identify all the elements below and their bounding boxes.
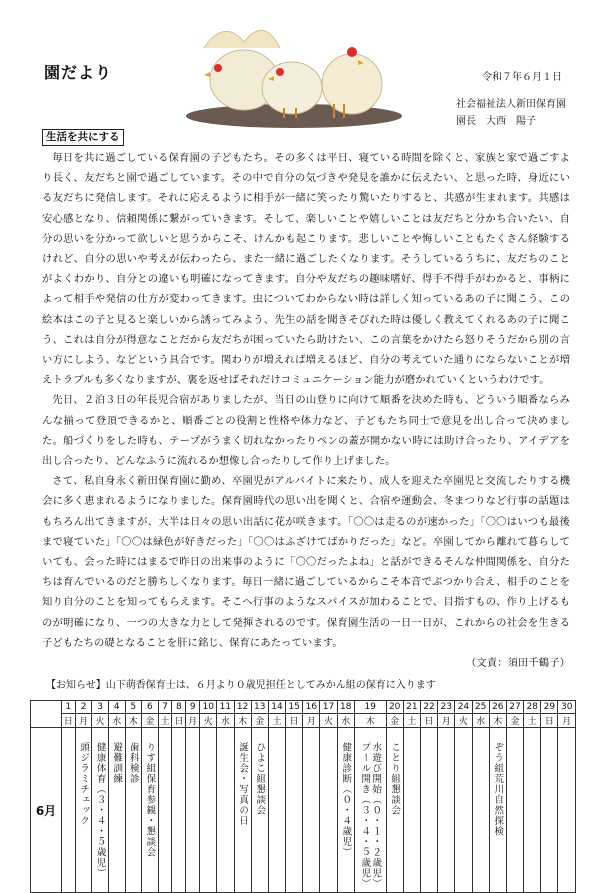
principal-name: 園長 大西 陽子 — [456, 116, 536, 127]
calendar-event-cell — [438, 728, 455, 893]
calendar-event-cell — [62, 728, 76, 893]
calendar-day-number: 9 — [186, 701, 200, 714]
calendar-weekday: 水 — [217, 714, 234, 728]
calendar-weekday: 土 — [403, 714, 420, 728]
calendar-event: ひよこ組懇談会 — [254, 742, 266, 816]
calendar-event-cell — [337, 728, 354, 893]
calendar-weekday: 火 — [320, 714, 337, 728]
calendar-event-cell — [558, 728, 576, 893]
calendar-event-cell — [251, 728, 268, 893]
calendar-event-cell — [186, 728, 200, 893]
calendar-weekday: 日 — [420, 714, 437, 728]
calendar-day-number: 3 — [92, 701, 109, 714]
calendar-weekday: 水 — [337, 714, 354, 728]
calendar-event: 歯科検診 — [127, 742, 139, 784]
calendar-weekday: 日 — [541, 714, 558, 728]
calendar-event-cell — [108, 728, 125, 893]
calendar-event-cell — [420, 728, 437, 893]
calendar-weekday: 金 — [251, 714, 268, 728]
calendar-day-number: 22 — [420, 701, 437, 714]
calendar-event-cell — [320, 728, 337, 893]
calendar-day-number: 20 — [386, 701, 403, 714]
calendar-event: ことり組懇談会 — [389, 742, 401, 816]
calendar-weekday: 木 — [489, 714, 506, 728]
calendar-event: 健康診断（０・４歳児） — [340, 742, 352, 858]
calendar-day-number: 18 — [337, 701, 354, 714]
calendar-event-cell — [403, 728, 420, 893]
calendar-day-number: 11 — [217, 701, 234, 714]
calendar-weekday: 木 — [354, 714, 386, 728]
calendar-day-number: 10 — [200, 701, 217, 714]
calendar-weekday: 月 — [303, 714, 320, 728]
calendar-event: 水遊び開始（０・１・２歳児） — [370, 742, 382, 889]
calendar-event-cell — [217, 728, 234, 893]
calendar-day-number: 27 — [506, 701, 523, 714]
article-body — [42, 148, 570, 673]
calendar-event: りす組保育参観・懇談会 — [144, 742, 156, 858]
calendar-day-number: 7 — [158, 701, 172, 714]
calendar-weekday: 火 — [200, 714, 217, 728]
calendar-event-cell — [200, 728, 217, 893]
calendar-weekday: 金 — [142, 714, 159, 728]
calendar-event-cell — [172, 728, 186, 893]
calendar-event-cell — [472, 728, 489, 893]
calendar-weekday: 水 — [472, 714, 489, 728]
calendar-event-cell — [75, 728, 92, 893]
calendar-day-number: 14 — [268, 701, 285, 714]
calendar-day-number: 4 — [108, 701, 125, 714]
calendar-event-cell — [455, 728, 472, 893]
calendar-weekday: 金 — [386, 714, 403, 728]
calendar-weekday: 日 — [62, 714, 76, 728]
calendar-event-cell — [125, 728, 142, 893]
calendar-day-number: 19 — [354, 701, 386, 714]
calendar-weekday: 月 — [438, 714, 455, 728]
notice: 【お知らせ】山下萌香保育士は、６月より０歳児担任としてみかん組の保育に入ります — [46, 680, 436, 691]
calendar-event-cell — [506, 728, 523, 893]
calendar-day-number: 28 — [524, 701, 541, 714]
calendar-weekday: 水 — [108, 714, 125, 728]
section-heading: 生活を共にする — [42, 129, 124, 146]
calendar-day-number: 23 — [438, 701, 455, 714]
org-name: 社会福祉法人新田保育園 — [456, 99, 566, 110]
calendar-weekday: 土 — [268, 714, 285, 728]
calendar-event-cell — [524, 728, 541, 893]
calendar-day-number: 25 — [472, 701, 489, 714]
organization — [456, 96, 566, 130]
page-title: 園だより — [44, 63, 113, 82]
calendar-day-number: 24 — [455, 701, 472, 714]
calendar-day-number: 30 — [558, 701, 576, 714]
calendar-day-number: 21 — [403, 701, 420, 714]
calendar-day-number: 12 — [234, 701, 251, 714]
calendar-day-number: 26 — [489, 701, 506, 714]
calendar-event: 誕生会・写真の日 — [237, 742, 249, 826]
calendar-day-number: 17 — [320, 701, 337, 714]
calendar-day-number: 8 — [172, 701, 186, 714]
calendar-day-number: 1 — [62, 701, 76, 714]
calendar-weekday: 月 — [186, 714, 200, 728]
calendar-event: 健康体育（３・４・５歳児） — [94, 742, 106, 879]
calendar-weekday: 木 — [234, 714, 251, 728]
calendar-weekday: 土 — [158, 714, 172, 728]
chickens-illustration — [184, 8, 404, 128]
calendar-event-cell — [234, 728, 251, 893]
calendar-event-cell — [386, 728, 403, 893]
calendar-event-cell — [489, 728, 506, 893]
calendar-event: 避難訓練 — [111, 742, 123, 784]
calendar-event: プール開き（３・４・５歳児） — [359, 742, 371, 889]
calendar-month: 6月 — [31, 728, 62, 893]
calendar-event-cell — [158, 728, 172, 893]
calendar-event-cell — [92, 728, 109, 893]
calendar-weekday: 土 — [524, 714, 541, 728]
calendar-event-cell — [303, 728, 320, 893]
signature: （文責：須田千鶴子） — [466, 657, 570, 670]
calendar-day-number: 16 — [303, 701, 320, 714]
calendar-day-number: 6 — [142, 701, 159, 714]
calendar-day-number: 13 — [251, 701, 268, 714]
calendar-weekday: 火 — [455, 714, 472, 728]
calendar-weekday: 月 — [75, 714, 92, 728]
paragraph: 先日、２泊３日の年長児合宿がありましたが、当日の山登りに向けて順番を決めた時も、どういう順番ならみんな揃って登頂できるかと、順番ごとの役割と性格や体力など、子どもたち同士で意見を出し合って決めました。船づくりをした時も、テープがうまく切れなかったりペンの蓋が開かない時には助け合ったり、アイデアを出し合ったり、どんなふうに流れるか想像し合ったりして作り上げました。 — [42, 394, 570, 468]
paragraph: さて、私自身永く新田保育園に勤め、卒園児がアルバイトに来たり、成人を迎えた卒園児と交流したりする機会に多く恵まれるようになりました。保育園時代の思い出を聞くと、合宿や運動会、冬まつりなど行事の話題はもちろん出てきますが、大半は日々の思い出話に花が咲きます。「〇〇は走るのが速かった」「〇〇はいつも最後まで寝ていた」「〇〇は緑色が好きだった」「〇〇はふざけてばかりだった」など。卒園してから離れて暮らしていても、会った時にはまるで昨日の出来事のように「〇〇だったよね」と話ができるそんな仲間関係を、自分たちは育んでいるのだと勝ちしくなります。毎日一緒に過ごしているからこそ本音でぶつかり合え、相手のことを知り自分のことを知ってもらえます。そこへ行事のようなスパイスが加わることで、目指すもの、作り上げるものが明確になり、一つの大きな力として発揮されるのです。保育園生活の一日一日が、これからの社会を生きる子どもたちの礎となることを肝に銘じ、保育にあたっています。 — [42, 475, 570, 649]
calendar-weekday: 木 — [125, 714, 142, 728]
paragraph: 毎日を共に過ごしている保育園の子どもたち。その多くは平日、寝ている時間を除くと、家族と家で過ごすより長く、友だちと園で過ごしています。その中で自分の気づきや発見を誰かに伝えたい、と思った時、身近にいる友だちに発信します。それに応えるように相手が一緒に笑ったり驚いたりすると、共感が生まれます。共感は安心感となり、信頼関係に繋がっていきます。そして、楽しいことや嬉しいことは友だちと分かち合いたい、自分の思いを分かって欲しいと思うからこそ、けんかも起こります。悲しいことや悔しいこともたくさん経験するけれど、自分の思いや考えが伝わったら、また一緒に過ごしたくなります。そうしているうちに、友だちのことがよくわかり、自分との違いも明確になってきます。自分や友だちの趣味嗜好、得手不得手がわかると、事柄によって相手や発信の仕方が変わってきます。虫についてわからない時は詳しく知っているあの子に聞こう、この絵本はこの子と見ると楽しいから誘ってみよう、先生の話を聞きそびれた時は優しく教えてくれるあの子に聞こう、これは自分が得意なことだから友だちが困っていたら助けたい、この言葉をかけたら怒りそうだから別の言い方にしよう、などという具合です。関わりが増えれば増えるほど、自分の考えていた通りにならないことが増えトラブルも多くなりますが、裏を返せばそれだけコミュニケーション能力が磨かれていくというわけです。 — [42, 152, 570, 387]
event-calendar — [30, 700, 576, 893]
calendar-weekday: 月 — [558, 714, 576, 728]
calendar-corner — [31, 701, 62, 728]
calendar-day-number: 2 — [75, 701, 92, 714]
calendar-weekday: 金 — [506, 714, 523, 728]
calendar-event-cell — [286, 728, 303, 893]
calendar-event-cell — [541, 728, 558, 893]
calendar-event-cell — [354, 728, 386, 893]
calendar-day-number: 5 — [125, 701, 142, 714]
issue-date: 令和７年６月１日 — [482, 72, 562, 83]
calendar-event-cell — [142, 728, 159, 893]
calendar-weekday: 日 — [172, 714, 186, 728]
calendar-event: ぞう組荒川自然探検 — [492, 742, 504, 837]
calendar-day-number: 15 — [286, 701, 303, 714]
calendar-weekday: 日 — [286, 714, 303, 728]
calendar-day-number: 29 — [541, 701, 558, 714]
calendar-event: 頭ジラミチェック — [78, 742, 90, 826]
calendar-weekday: 火 — [92, 714, 109, 728]
calendar-event-cell — [268, 728, 285, 893]
